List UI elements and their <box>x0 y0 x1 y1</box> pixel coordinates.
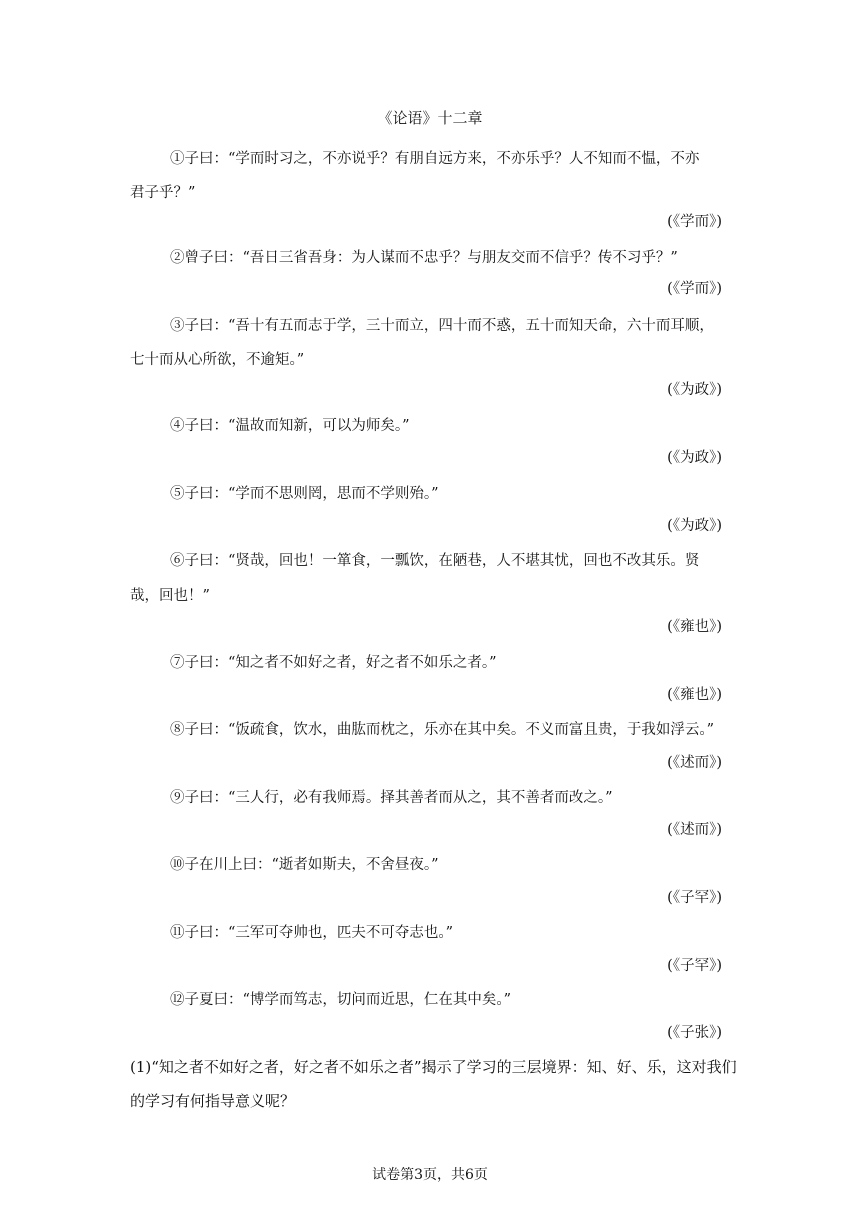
passage-6-source: (《雍也》) <box>667 619 722 635</box>
passage-6-line-1: ⑥子曰：“贤哉，回也！一箪食，一瓢饮，在陋巷，人不堪其忧，回也不改其乐。贤 <box>170 553 700 569</box>
passage-8-line-1: ⑧子曰：“饭疏食，饮水，曲肱而枕之，乐亦在其中矣。不义而富且贵，于我如浮云。” <box>170 722 715 738</box>
page-footer: 试卷第3页，共6页 <box>372 1167 488 1183</box>
passage-8-source: (《述而》) <box>667 755 722 771</box>
passage-3-source: (《为政》) <box>667 382 722 398</box>
passage-9-source: (《述而》) <box>667 822 722 838</box>
passage-7-source: (《雍也》) <box>667 687 722 703</box>
passage-1-line-2: 君子乎？” <box>130 185 196 201</box>
passage-10-source: (《子罕》) <box>667 890 722 906</box>
passage-2-line-1: ②曾子曰：“吾日三省吾身：为人谋而不忠乎？与朋友交而不信乎？传不习乎？” <box>170 250 678 266</box>
passage-6-line-2: 哉，回也！” <box>130 588 210 604</box>
passage-11-source: (《子罕》) <box>667 958 722 974</box>
passage-12-line-1: ⑫子夏曰：“博学而笃志，切问而近思，仁在其中矣。” <box>170 992 512 1008</box>
passage-9-line-1: ⑨子曰：“三人行，必有我师焉。择其善者而从之，其不善者而改之。” <box>170 790 613 806</box>
passage-4-line-1: ④子曰：“温故而知新，可以为师矣。” <box>170 418 410 434</box>
passage-5-line-1: ⑤子曰：“学而不思则罔，思而不学则殆。” <box>170 486 439 502</box>
passage-3-line-1: ③子曰：“吾十有五而志于学，三十而立，四十而不惑，五十而知天命，六十而耳顺， <box>170 318 714 334</box>
passage-11-line-1: ⑪子曰：“三军可夺帅也，匹夫不可夺志也。” <box>170 925 454 941</box>
question-line-2: 的学习有何指导意义呢？ <box>130 1092 296 1110</box>
passage-4-source: (《为政》) <box>667 450 722 466</box>
question-line-1: (1)“知之者不如好之者，好之者不如乐之者”揭示了学习的三层境界：知、好、乐，这对我们 <box>130 1058 737 1076</box>
passage-7-line-1: ⑦子曰：“知之者不如好之者，好之者不如乐之者。” <box>170 655 497 671</box>
passage-2-source: (《学而》) <box>667 281 722 297</box>
page-title: 《论语》十二章 <box>377 109 483 127</box>
passage-1-source: (《学而》) <box>667 214 722 230</box>
passage-1-line-1: ①子曰：“学而时习之，不亦说乎？有朋自远方来，不亦乐乎？人不知而不愠，不亦 <box>170 151 700 167</box>
passage-5-source: (《为政》) <box>667 518 722 534</box>
passage-12-source: (《子张》) <box>667 1025 722 1041</box>
passage-3-line-2: 七十而从心所欲，不逾矩。” <box>130 352 305 368</box>
passage-10-line-1: ⑩子在川上曰：“逝者如斯夫，不舍昼夜。” <box>170 857 439 873</box>
